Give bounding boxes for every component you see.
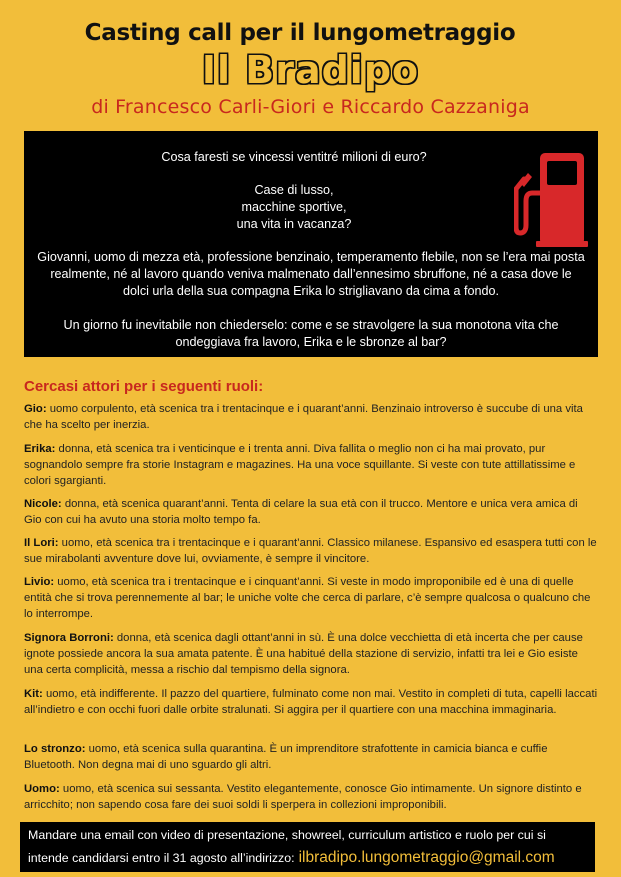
role-entry (24, 574, 598, 622)
role-name: Livio: (24, 576, 55, 588)
role-description: uomo corpulento, età scenica tra i trentacinque e i quarant’anni. Benzinaio introverso è succube di una vita che ha scelto per inerzia. (24, 403, 583, 431)
role-description: uomo, età scenica tra i trentacinque e i cinquant’anni. Si veste in modo improponibile ed è una di quelle entità che si trova perennemente al bar; le uniche volte che cerca di parlare, c’è sempre qualcosa o qualcuno che lo interrompe. (24, 576, 591, 620)
roles-heading: Cercasi attori per i seguenti ruoli: (24, 378, 264, 395)
synopsis-paragraph-1-line-2: realmente, né al lavoro quando veniva malmenato dall’ennesimo sbruffone, né a casa dove le (50, 267, 572, 281)
synopsis-paragraph-1-line-3: dolci urla della sua compagna Erika lo strigliavano da cima a fondo. (123, 284, 499, 298)
role-name: Kit: (24, 688, 43, 700)
synopsis-paragraph-1-line-1: Giovanni, uomo di mezza età, professione benzinaio, temperamento flebile, non se l’era mai posta (37, 250, 585, 264)
application-footer (20, 822, 595, 872)
synopsis-paragraph-2-line-2: ondeggiava fra lavoro, Erika e le sbronze al bar? (175, 335, 447, 349)
role-description: donna, età scenica tra i venticinque e i trenta anni. Diva fallita o meglio non ci ha mai provato, pur sognandolo sempre fra storie Instagram e magazines. Ha una voce squillante. Si veste con tute attillatissime e colori sgargianti. (24, 443, 576, 487)
role-name: Il Lori: (24, 537, 59, 549)
role-name: Lo stronzo: (24, 743, 86, 755)
role-entry (24, 535, 598, 567)
role-entry (24, 781, 598, 813)
role-name: Nicole: (24, 498, 62, 510)
contact-email-link[interactable]: ilbradipo.lungometraggio@gmail.com (298, 849, 555, 866)
role-name: Gio: (24, 403, 47, 415)
footer-instructions-line-1: Mandare una email con video di presentazione, showreel, curriculum artistico e ruolo per cui si (28, 828, 546, 842)
role-entry (24, 741, 598, 773)
role-description: uomo, età scenica sui sessanta. Vestito elegantemente, conosce Gio intimamente. Un signore distinto e arricchito; non sapendo cosa fare dei suoi soldi li sperpera in collezioni improponibili. (24, 783, 582, 811)
synopsis-question: Cosa faresti se vincessi ventitré milioni di euro? (161, 150, 427, 164)
role-description: uomo, età scenica sulla quarantina. È un imprenditore strafottente in camicia bianca e cuffie Bluetooth. Non degna mai di uno sguardo gli altri. (24, 743, 548, 771)
role-name: Uomo: (24, 783, 60, 795)
synopsis-box (24, 131, 598, 357)
role-entry (24, 630, 598, 678)
role-entry (24, 686, 598, 718)
synopsis-list-1: Case di lusso, (254, 183, 334, 197)
gas-pump-icon (514, 149, 588, 249)
footer-instructions-text: intende candidarsi entro il 31 agosto all’indirizzo: (28, 851, 295, 865)
film-title: Il Bradipo (201, 48, 420, 92)
role-description: donna, età scenica quarant’anni. Tenta di celare la sua età con il trucco. Mentore e unica vera amica di Gio con cui ha avuto una storia molto tempo fa. (24, 498, 578, 526)
role-name: Erika: (24, 443, 56, 455)
footer-instructions-line-2 (28, 849, 555, 867)
synopsis-paragraph-2-line-1: Un giorno fu inevitabile non chiederselo: come e se stravolgere la sua monotona vita che (63, 318, 559, 332)
synopsis-list-2: macchine sportive, (241, 200, 347, 214)
casting-call-heading: Casting call per il lungometraggio (84, 20, 516, 46)
role-description: uomo, età indifferente. Il pazzo del quartiere, fulminato come non mai. Vestito in completi di tuta, capelli laccati all’indietro e con occhi fuori dalle orbite stralunati. Si aggira per il quartiere con una macchina immaginaria. (24, 688, 598, 716)
role-entry (24, 401, 598, 433)
role-name: Signora Borroni: (24, 632, 114, 644)
role-entry (24, 496, 598, 528)
role-entry (24, 441, 598, 489)
authors-line: di Francesco Carli-Giori e Riccardo Cazzaniga (91, 96, 530, 118)
synopsis-list-3: una vita in vacanza? (236, 217, 352, 231)
role-description: donna, età scenica dagli ottant’anni in sù. È una dolce vecchietta di età incerta che per cause ignote possiede ancora la sua amata patente. È una habitué della stazione di servizio, infatti tra lei e Gio esiste una certa complicità, messa a rischio dal tempismo della signora. (24, 632, 583, 676)
role-description: uomo, età scenica tra i trentacinque e i quarant’anni. Classico milanese. Espansivo ed esaspera tutti con le sue mirabolanti avventure dove lui, ovviamente, è sempre il vincitore. (24, 537, 597, 565)
